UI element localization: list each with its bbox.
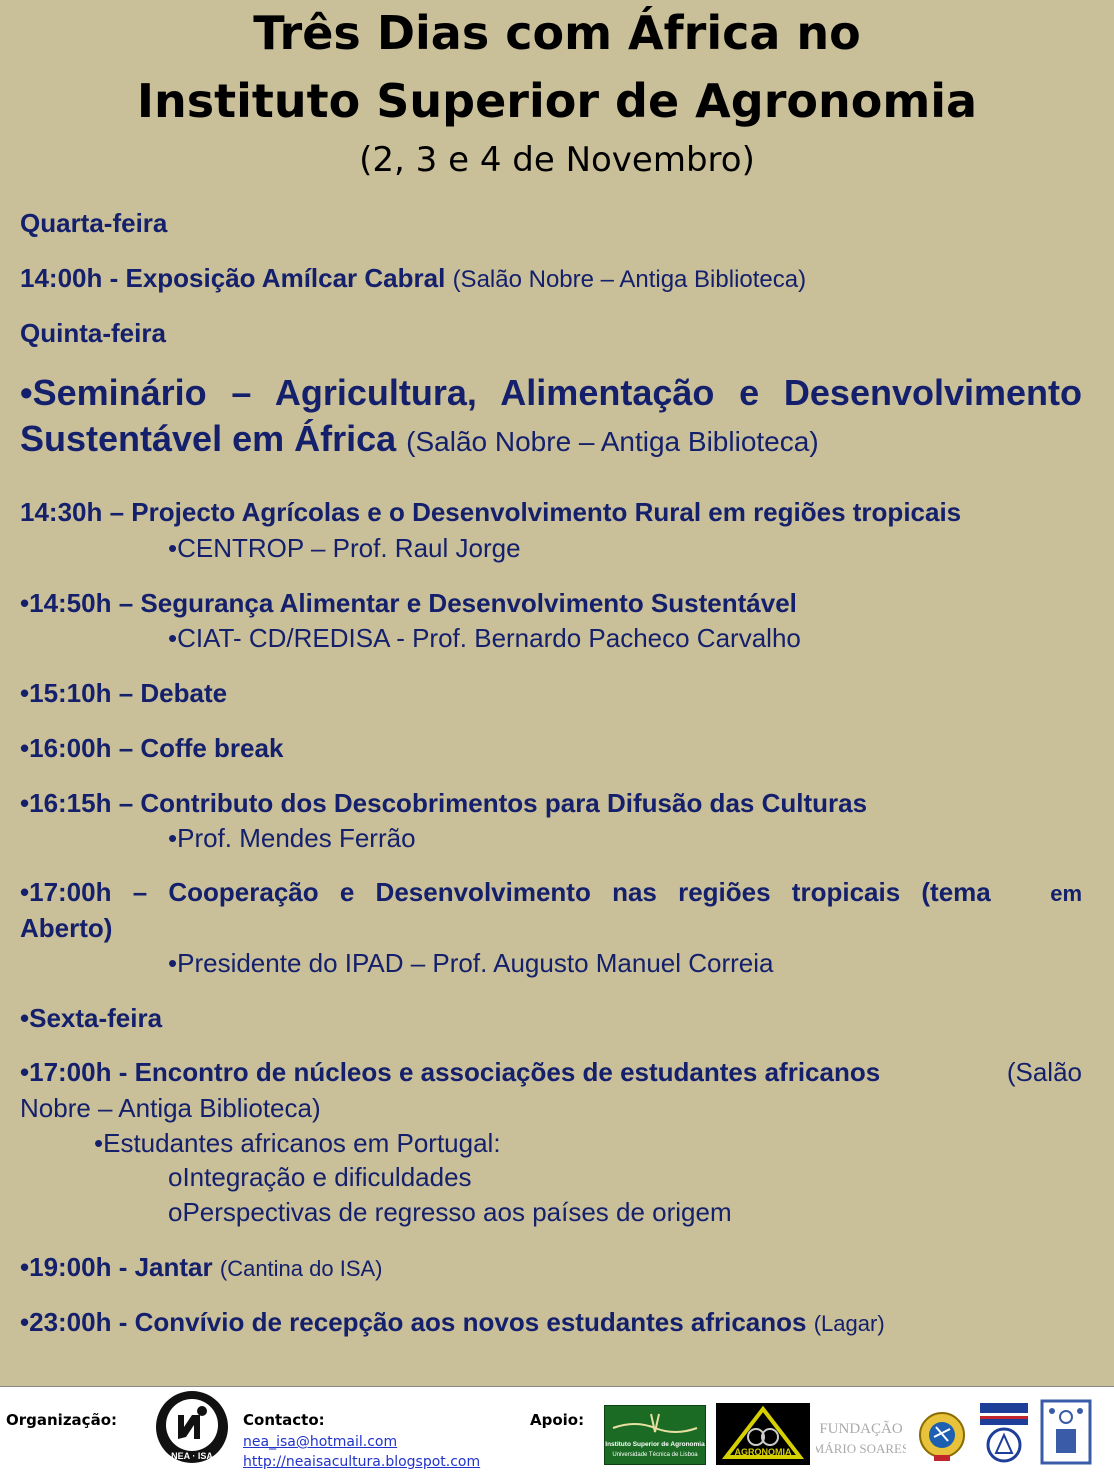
session-1700-line-2: Aberto): [20, 913, 113, 943]
friday-meeting-title: •17:00h - Encontro de núcleos e associações de estudantes africanos: [20, 1057, 881, 1087]
colares-logo: [1040, 1399, 1092, 1465]
organization-label: Organização:: [6, 1411, 117, 1429]
agronomia-logo: [716, 1403, 810, 1465]
nea-isa-logo-text: NEA · ISA: [171, 1451, 213, 1461]
footer: [0, 1386, 1114, 1472]
contact-label: Contacto:: [243, 1411, 325, 1429]
wednesday-exhibition: [20, 263, 806, 294]
title-line-1: Três Dias com África no: [253, 6, 861, 60]
session-1615-speaker: •Prof. Mendes Ferrão: [168, 823, 416, 853]
session-1450-speaker: •CIAT- CD/REDISA - Prof. Bernardo Pacheco Carvalho: [168, 623, 801, 653]
friday-dinner-title: •19:00h - Jantar: [20, 1252, 213, 1282]
session-1430-speaker: •CENTROP – Prof. Raul Jorge: [168, 533, 521, 563]
friday-meeting-subtopic-b: oPerspectivas de regresso aos países de origem: [168, 1197, 732, 1227]
friday-meeting-subtopic: •Estudantes africanos em Portugal:: [94, 1128, 501, 1158]
session-1510: •15:10h – Debate: [20, 678, 228, 708]
session-1700-em: em: [1050, 881, 1082, 906]
isa-logo: [604, 1405, 706, 1465]
contact-email-link[interactable]: nea_isa@hotmail.com: [243, 1434, 398, 1450]
thursday-heading: Quinta-feira: [20, 318, 166, 348]
seminar-place: (Salão Nobre – Antiga Biblioteca): [406, 426, 819, 457]
isa-logo-line-1: Instituto Superior de Agronomia: [605, 1441, 705, 1448]
seminar-title-line-2: [20, 418, 819, 460]
support-label: Apoio:: [530, 1411, 585, 1429]
title-line-2: Instituto Superior de Agronomia: [136, 74, 978, 128]
session-1430: 14:30h – Projecto Agrícolas e o Desenvolvimento Rural em regiões tropicais: [20, 497, 962, 527]
friday-meeting-place-start: (Salão: [1006, 1057, 1082, 1087]
session-1600: •16:00h – Coffe break: [20, 733, 284, 763]
wednesday-exhibition-place: (Salão Nobre – Antiga Biblioteca): [452, 266, 807, 293]
friday-party-place: (Lagar): [813, 1311, 885, 1336]
friday-party: [20, 1307, 885, 1338]
friday-meeting: [20, 1057, 1082, 1088]
fundacao-mario-soares-logo: [816, 1407, 906, 1465]
title-dates: (2, 3 e 4 de Novembro): [359, 140, 755, 180]
fundacao-logo-line-1: FUNDAÇÃO: [819, 1421, 903, 1437]
session-1615: •16:15h – Contributo dos Descobrimentos para Difusão das Culturas: [20, 788, 868, 818]
friday-dinner: [20, 1252, 383, 1283]
blog-link[interactable]: http://neaisacultura.blogspot.com: [243, 1454, 481, 1470]
session-1700: [20, 877, 1082, 908]
friday-meeting-place-end: Nobre – Antiga Biblioteca): [20, 1093, 321, 1123]
friday-dinner-place: (Cantina do ISA): [219, 1256, 383, 1281]
session-1700-title: •17:00h – Cooperação e Desenvolvimento nas regiões tropicais (tema: [20, 877, 991, 907]
wednesday-exhibition-title: 14:00h - Exposição Amílcar Cabral: [20, 263, 446, 293]
nea-isa-logo: [154, 1387, 230, 1467]
cape-verde-emblem: [978, 1401, 1030, 1465]
seminar-title-africa: Sustentável em África: [20, 418, 397, 459]
agronomia-logo-text: AGRONOMIA: [734, 1447, 792, 1457]
fundacao-logo-line-2: MÁRIO SOARES: [816, 1441, 906, 1456]
friday-meeting-subtopic-a: oIntegração e dificuldades: [168, 1162, 472, 1192]
angola-emblem: [916, 1405, 968, 1465]
friday-party-title: •23:00h - Convívio de recepção aos novos estudantes africanos: [20, 1307, 807, 1337]
session-1450: •14:50h – Segurança Alimentar e Desenvolvimento Sustentável: [20, 588, 797, 618]
session-1700-speaker: •Presidente do IPAD – Prof. Augusto Manuel Correia: [168, 948, 774, 978]
wednesday-heading: Quarta-feira: [20, 208, 168, 238]
isa-logo-line-2: Universidade Técnica de Lisboa: [612, 1452, 698, 1458]
seminar-title-line-1: •Seminário – Agricultura, Alimentação e Desenvolvimento: [20, 372, 1082, 413]
friday-heading: •Sexta-feira: [20, 1003, 163, 1033]
